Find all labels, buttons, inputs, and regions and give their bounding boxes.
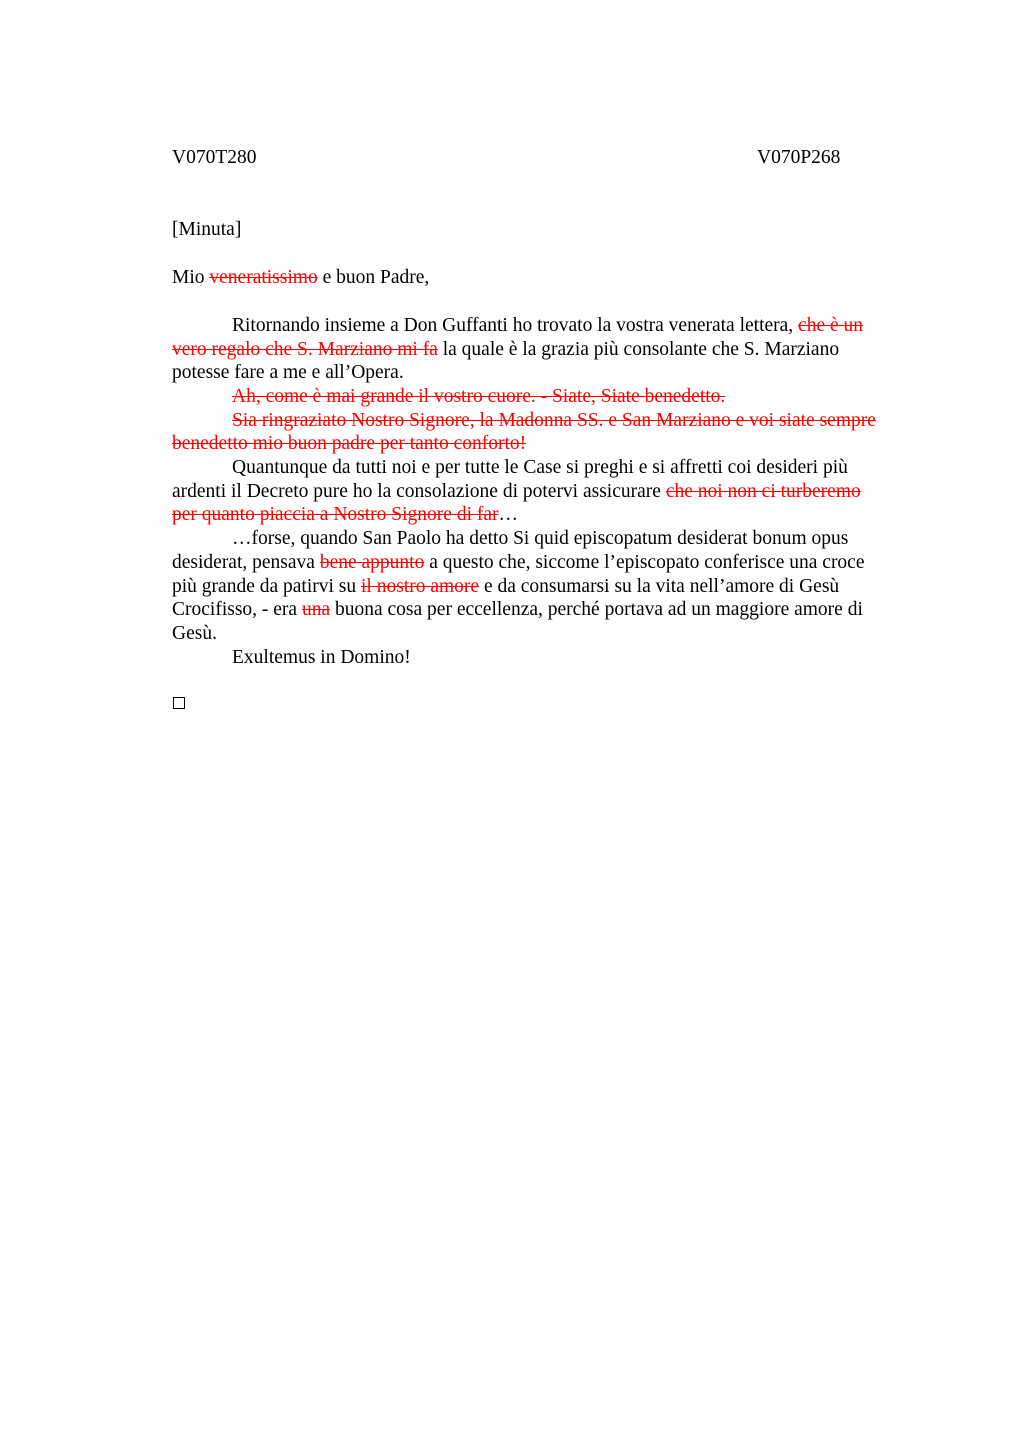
deleted-text: il nostro amore bbox=[361, 576, 480, 597]
text-run: … bbox=[498, 504, 519, 525]
para5-line2 bbox=[172, 551, 865, 575]
para3-line2 bbox=[172, 432, 526, 456]
deleted-text: benedetto mio buon padre per tanto conforto! bbox=[172, 433, 527, 454]
para5-line1: …forse, quando San Paolo ha detto Si quid episcopatum desiderat bonum opus bbox=[232, 528, 849, 549]
para4-line2 bbox=[172, 480, 861, 504]
salutation-mio: Mio bbox=[172, 267, 205, 288]
header-right-code: V070P268 bbox=[757, 147, 841, 168]
text-run: Ritornando insieme a Don Guffanti ho trovato la vostra venerata lettera, bbox=[232, 315, 799, 336]
text-run: a questo che, siccome l’episcopato conferisce una croce bbox=[424, 552, 865, 573]
deleted-text: vero regalo che S. Marziano mi fa bbox=[172, 339, 438, 360]
text-run: e da consumarsi su la vita nell’amore di Gesù bbox=[479, 576, 840, 597]
text-run: Crocifisso, - era bbox=[172, 599, 302, 620]
text-run: buona cosa per eccellenza, perché portava ad un maggiore amore di bbox=[330, 599, 863, 620]
deleted-text: Ah, come è mai grande il vostro cuore. - Siate, Siate benedetto. bbox=[232, 386, 726, 407]
deleted-text: una bbox=[301, 599, 331, 620]
para2-line1 bbox=[232, 385, 725, 409]
minuta-label: [Minuta] bbox=[172, 219, 242, 240]
text-run: più grande da patirvi su bbox=[172, 576, 361, 597]
para5-line5: Gesù. bbox=[172, 623, 217, 644]
para6-line1: Exultemus in Domino! bbox=[232, 647, 411, 668]
para4-line3 bbox=[172, 503, 518, 527]
deleted-text: per quanto piaccia a Nostro Signore di far bbox=[172, 504, 499, 525]
deleted-text: veneratissimo bbox=[209, 267, 318, 288]
para4-line1: Quantunque da tutti noi e per tutte le Case si preghi e si affretti coi desideri più bbox=[232, 457, 848, 478]
para1-line3: potesse fare a me e all’Opera. bbox=[172, 362, 404, 383]
deleted-text: che è un bbox=[798, 315, 864, 336]
salutation bbox=[172, 266, 429, 290]
salutation-rest: e buon Padre, bbox=[317, 267, 430, 288]
para1-line2 bbox=[172, 338, 839, 362]
checkbox-square-icon bbox=[173, 697, 185, 709]
deleted-text: che noi non ci turberemo bbox=[665, 481, 861, 502]
deleted-text: Sia ringraziato Nostro Signore, la Madonna SS. e San Marziano e voi siate sempre bbox=[232, 410, 876, 431]
para5-line3 bbox=[172, 575, 839, 599]
header-left-code: V070T280 bbox=[172, 147, 257, 168]
text-run: la quale è la grazia più consolante che S. Marziano bbox=[437, 339, 840, 360]
deleted-text: bene appunto bbox=[319, 552, 425, 573]
para3-line1 bbox=[232, 409, 876, 433]
para1-line1 bbox=[232, 314, 863, 338]
text-run: desiderat, pensava bbox=[172, 552, 320, 573]
para5-line4 bbox=[172, 598, 863, 622]
text-run: ardenti il Decreto pure ho la consolazione di potervi assicurare bbox=[172, 481, 666, 502]
